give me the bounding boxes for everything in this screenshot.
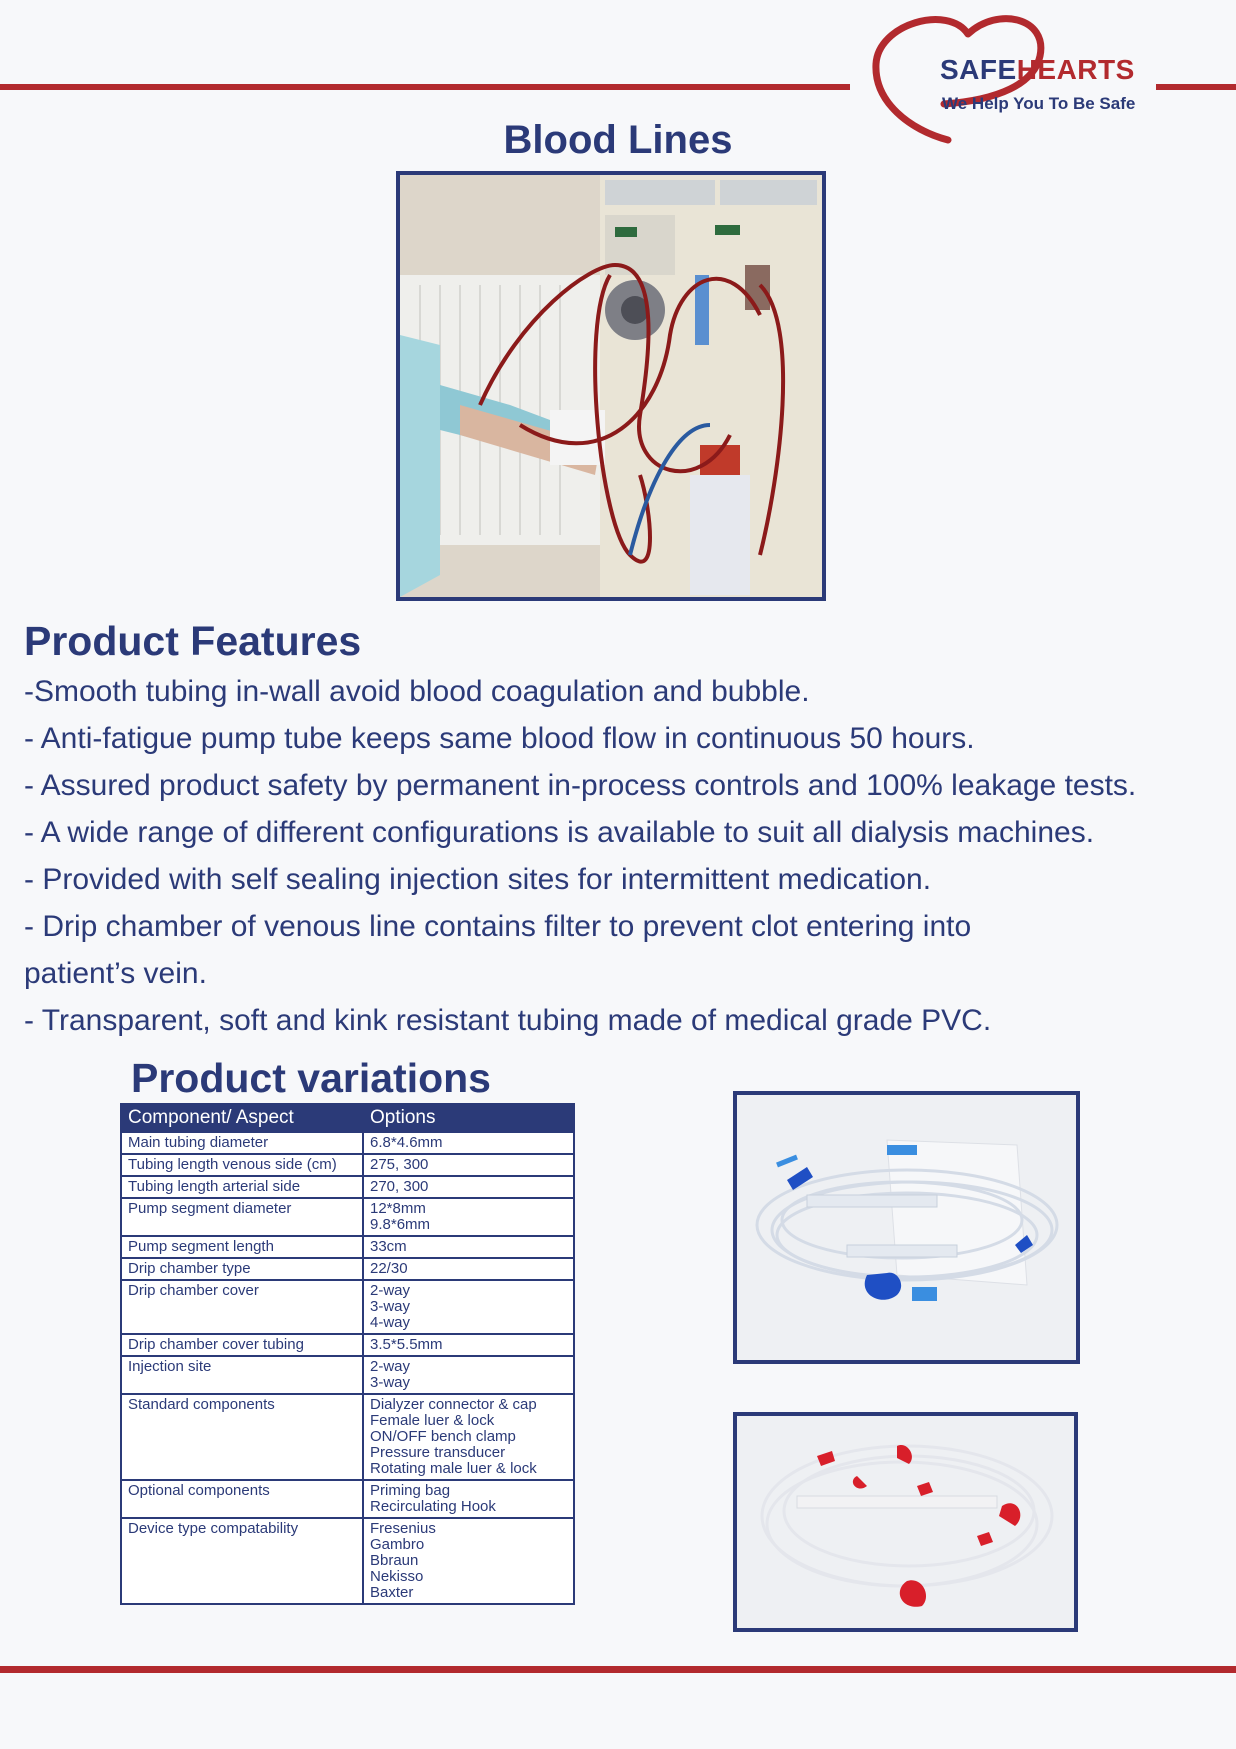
- aspect-cell: Main tubing diameter: [121, 1132, 363, 1154]
- aspect-cell: Pump segment length: [121, 1236, 363, 1258]
- aspect-cell: Standard components: [121, 1394, 363, 1480]
- feature-item: - Transparent, soft and kink resistant tubing made of medical grade PVC.: [24, 1004, 992, 1037]
- options-cell: [363, 1280, 574, 1334]
- option-value: 22/30: [370, 1260, 408, 1277]
- table-row: [121, 1518, 574, 1604]
- aspect-cell: Tubing length venous side (cm): [121, 1154, 363, 1176]
- option-value: Rotating male luer & lock: [370, 1460, 537, 1477]
- hero-photo-dialysis: [396, 171, 826, 601]
- blue-bloodline-illustration: [737, 1095, 1076, 1360]
- feature-item: - A wide range of different configurations is available to suit all dialysis machines.: [24, 816, 1095, 849]
- table-row: [121, 1198, 574, 1236]
- options-cell: [363, 1480, 574, 1518]
- option-value: 33cm: [370, 1238, 407, 1255]
- table-row: [121, 1176, 574, 1198]
- brand-tagline: We Help You To Be Safe: [942, 94, 1136, 113]
- feature-item: - Anti-fatigue pump tube keeps same blood flow in continuous 50 hours.: [24, 722, 975, 755]
- table-row: [121, 1154, 574, 1176]
- feature-item: - Drip chamber of venous line contains filter to prevent clot entering into: [24, 910, 972, 943]
- brand-name: SAFEHEARTS: [940, 54, 1135, 85]
- aspect-cell: Pump segment diameter: [121, 1198, 363, 1236]
- options-cell: [363, 1356, 574, 1394]
- table-row: [121, 1132, 574, 1154]
- table-row: [121, 1280, 574, 1334]
- option-value: Priming bag: [370, 1482, 451, 1499]
- aspect-cell: Device type compatability: [121, 1518, 363, 1604]
- table-row: [121, 1236, 574, 1258]
- options-cell: [363, 1176, 574, 1198]
- options-cell: [363, 1258, 574, 1280]
- table-header-row: [121, 1104, 574, 1132]
- aspect-cell: Injection site: [121, 1356, 363, 1394]
- options-cell: [363, 1334, 574, 1356]
- header-rule-left: [0, 84, 850, 90]
- options-cell: [363, 1132, 574, 1154]
- option-value: Fresenius: [370, 1520, 436, 1537]
- option-value: 3.5*5.5mm: [370, 1336, 443, 1353]
- aspect-cell: Drip chamber type: [121, 1258, 363, 1280]
- feature-item: - Assured product safety by permanent in-process controls and 100% leakage tests.: [24, 769, 1137, 802]
- variations-table-body: [121, 1132, 574, 1604]
- dialysis-machine-illustration: [400, 175, 822, 597]
- variations-heading: Product variations: [131, 1055, 491, 1101]
- option-value: 12*8mm: [370, 1200, 426, 1217]
- variations-table: [120, 1103, 575, 1605]
- aspect-cell: Drip chamber cover: [121, 1280, 363, 1334]
- options-cell: [363, 1518, 574, 1604]
- column-header: Options: [363, 1104, 574, 1132]
- option-value: 270, 300: [370, 1178, 429, 1195]
- aspect-cell: Drip chamber cover tubing: [121, 1334, 363, 1356]
- feature-item: patient’s vein.: [24, 957, 207, 990]
- option-value: Female luer & lock: [370, 1412, 495, 1429]
- options-cell: [363, 1236, 574, 1258]
- options-cell: [363, 1394, 574, 1480]
- aspect-cell: Tubing length arterial side: [121, 1176, 363, 1198]
- feature-item: -Smooth tubing in-wall avoid blood coagulation and bubble.: [24, 675, 810, 708]
- option-value: ON/OFF bench clamp: [370, 1428, 516, 1445]
- table-row: [121, 1258, 574, 1280]
- option-value: 3-way: [370, 1374, 411, 1391]
- product-photo-blue-bloodline: [733, 1091, 1080, 1364]
- table-row: [121, 1394, 574, 1480]
- option-value: Gambro: [370, 1536, 425, 1553]
- option-value: Baxter: [370, 1584, 414, 1601]
- option-value: 9.8*6mm: [370, 1216, 431, 1233]
- options-cell: [363, 1198, 574, 1236]
- options-cell: [363, 1154, 574, 1176]
- footer-rule: [0, 1666, 1236, 1673]
- header-rule-right: [1156, 84, 1236, 90]
- option-value: 275, 300: [370, 1156, 429, 1173]
- option-value: 2-way: [370, 1282, 411, 1299]
- table-row: [121, 1334, 574, 1356]
- option-value: 2-way: [370, 1358, 411, 1375]
- feature-item: - Provided with self sealing injection sites for intermittent medication.: [24, 863, 932, 896]
- red-bloodline-illustration: [737, 1416, 1074, 1628]
- page-title: Blood Lines: [503, 118, 733, 162]
- features-heading: Product Features: [24, 618, 362, 664]
- option-value: 6.8*4.6mm: [370, 1134, 443, 1151]
- option-value: Pressure transducer: [370, 1444, 506, 1461]
- table-row: [121, 1356, 574, 1394]
- option-value: 4-way: [370, 1314, 411, 1331]
- option-value: Nekisso: [370, 1568, 424, 1585]
- option-value: Recirculating Hook: [370, 1498, 496, 1515]
- option-value: Dialyzer connector & cap: [370, 1396, 537, 1413]
- aspect-cell: Optional components: [121, 1480, 363, 1518]
- option-value: 3-way: [370, 1298, 411, 1315]
- option-value: Bbraun: [370, 1552, 419, 1569]
- table-row: [121, 1480, 574, 1518]
- column-header: Component/ Aspect: [121, 1104, 363, 1132]
- product-photo-red-bloodline: [733, 1412, 1078, 1632]
- features-list: [24, 668, 1236, 1044]
